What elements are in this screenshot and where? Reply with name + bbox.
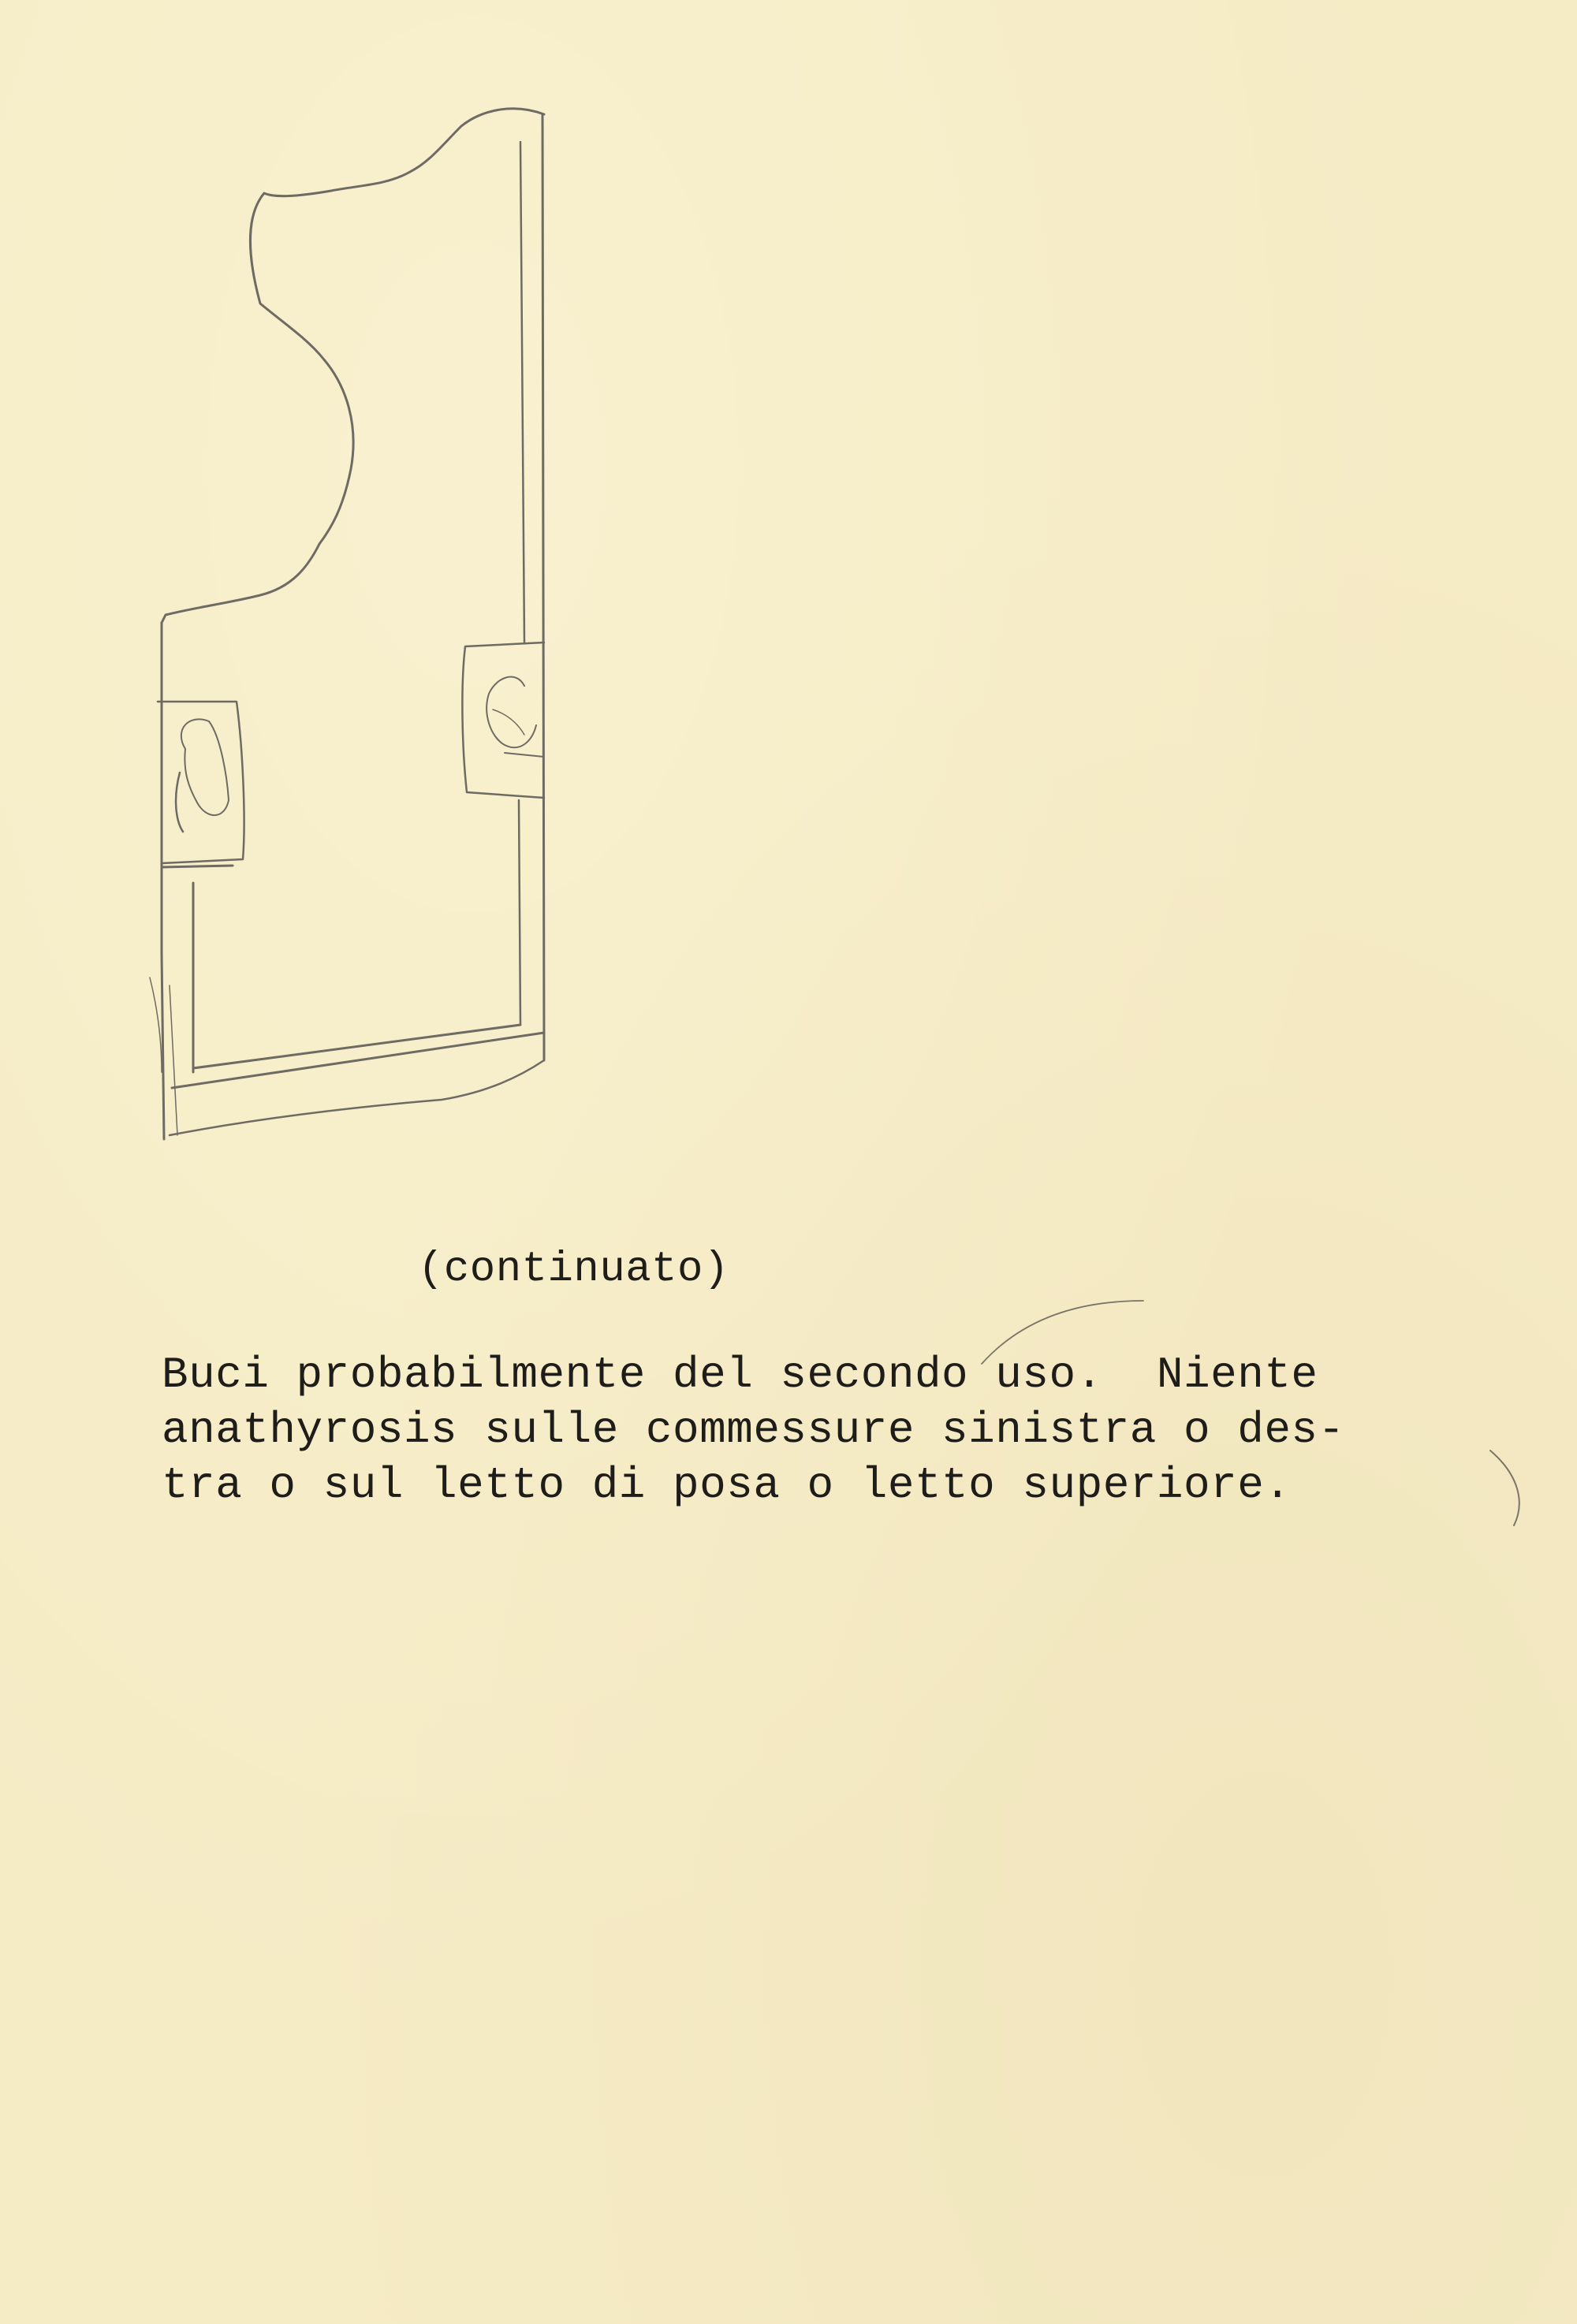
note-line-3: tra o sul letto di posa o letto superiore. — [162, 1460, 1292, 1510]
pencil-arc-mark — [982, 1301, 1143, 1364]
continued-heading: (continuato) — [418, 1246, 729, 1294]
pencil-bracket-mark — [1490, 1451, 1519, 1525]
note-line-1: Buci probabilmente del secondo uso. Niente — [162, 1350, 1318, 1400]
note-line-2: anathyrosis sulle commessure sinistra o des- — [162, 1405, 1345, 1455]
